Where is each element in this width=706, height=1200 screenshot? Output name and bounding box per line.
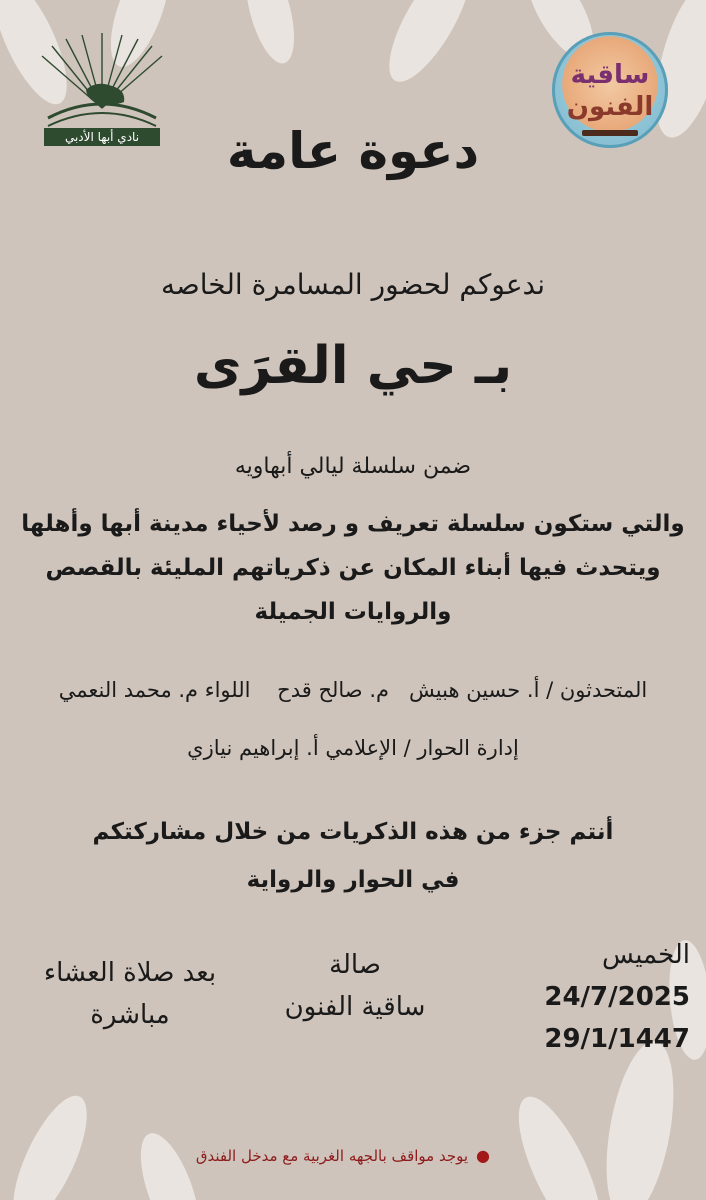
- call-line-2: في الحوار والرواية: [246, 867, 460, 893]
- parking-note: [20, 1146, 490, 1165]
- venue-line-2: ساقية الفنون: [284, 992, 426, 1022]
- description-line-2: ويتحدث فيها أبناء المكان عن ذكرياتهم المليئة بالقصص: [45, 555, 661, 581]
- date-block: [520, 934, 690, 1060]
- parking-note-text: يوجد مواقف بالجهه الغربية مع مدخل الفندق: [195, 1147, 469, 1165]
- date-gregorian: 24/7/2025: [544, 982, 690, 1012]
- description-line-3: والروايات الجميلة: [254, 599, 452, 625]
- speakers-line: المتحدثون / أ. حسين هبيش م. صالح قدح اللواء م. محمد النعمي: [58, 678, 648, 702]
- invite-line: ندعوكم لحضور المسامرة الخاصه: [160, 268, 546, 301]
- moderation-line: إدارة الحوار / الإعلامي أ. إبراهيم نيازي: [187, 736, 519, 760]
- call-line-1: أنتم جزء من هذه الذكريات من خلال مشاركتكم: [92, 819, 614, 845]
- venue-line-1: صالة: [329, 950, 381, 980]
- time-line-1: بعد صلاة العشاء: [43, 958, 217, 988]
- description-line-1: والتي ستكون سلسلة تعريف و رصد لأحياء مدينة أبها وأهلها: [21, 511, 685, 537]
- place-name: بـ حي القرَى: [193, 336, 513, 396]
- bullet-icon: ●: [476, 1146, 490, 1165]
- call-to-action: [0, 808, 706, 904]
- page-title: دعوة عامة: [226, 122, 480, 180]
- literary-club-logo-text: نادي أبها الأدبي: [64, 130, 140, 144]
- event-day: الخميس: [602, 940, 690, 970]
- time-block: [10, 952, 250, 1036]
- description: [8, 502, 698, 634]
- venue-block: [240, 944, 470, 1028]
- logo-word-saqia: ساقية: [570, 60, 650, 90]
- logo-word-alfunun: الفنون: [566, 92, 654, 122]
- series-line: ضمن سلسلة ليالي أبهاويه: [234, 454, 472, 479]
- time-line-2: مباشرة: [90, 1000, 170, 1030]
- date-hijri: 29/1/1447: [544, 1024, 690, 1054]
